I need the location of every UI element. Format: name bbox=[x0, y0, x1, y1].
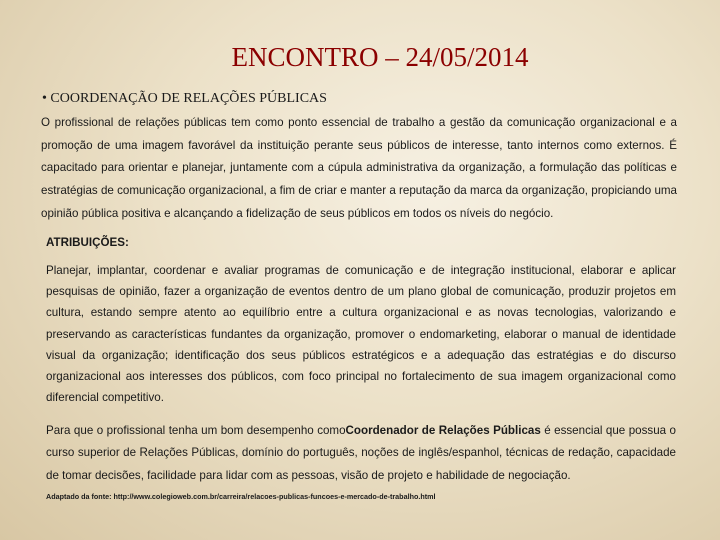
intro-paragraph: O profissional de relações públicas tem como ponto essencial de trabalho a gestão da comunicação organizacional e a promoção de uma imagem favorável da instituição perante seus públicos de interesse, tanto internos como externos. É capacitado para orientar e planejar, juntamente com a cúpula administrativa da organização, a formulação das políticas e estratégias de comunicação organizacional, a fim de criar e manter a reputação da marca da organização, propiciando uma opinião pública positiva e alcançando a fidelização de seus públicos em todos os níveis do negócio. bbox=[41, 116, 677, 220]
closing-role-highlight: Coordenador de Relações Públicas bbox=[345, 424, 541, 437]
closing-text-before: Para que o profissional tenha um bom desempenho como bbox=[46, 424, 346, 437]
source-citation: Adaptado da fonte: http://www.colegioweb.com.br/carreira/relacoes-publicas-funcoes-e-mercado-de-trabalho.html bbox=[46, 492, 436, 501]
attributions-label: ATRIBUIÇÕES: bbox=[46, 236, 129, 249]
slide-title: ENCONTRO – 24/05/2014 bbox=[231, 42, 529, 72]
closing-paragraph bbox=[46, 420, 676, 487]
attributions-paragraph: Planejar, implantar, coordenar e avaliar programas de comunicação e de integração institucional, elaborar e aplicar pesquisas de opinião, fazer a organização de eventos dentro de um plano global de comunicação, produzir projetos em cultura, estando sempre atento ao equilíbrio entre a cultura organizacional e as novas tecnologias, valorizando e preservando as características fundantes da organização, promover o endomarketing, elaborar o manual de identidade visual da organização; identificação dos seus públicos estratégicos e a adequação das estratégias e do discurso organizacional aos interesses dos públicos, com foco principal no fortalecimento de sua imagem organizacional como diferencial competitivo. bbox=[46, 264, 676, 405]
section-heading: • COORDENAÇÃO DE RELAÇÕES PÚBLICAS bbox=[42, 91, 327, 106]
closing-text-after: é essencial que possua o curso superior de Relações Públicas, domínio do português, noções de inglês/espanhol, técnicas de redação, capacidade de tomar decisões, facilidade para lidar com as pessoas, visão de projeto e habilidade de negociação. bbox=[46, 424, 676, 482]
